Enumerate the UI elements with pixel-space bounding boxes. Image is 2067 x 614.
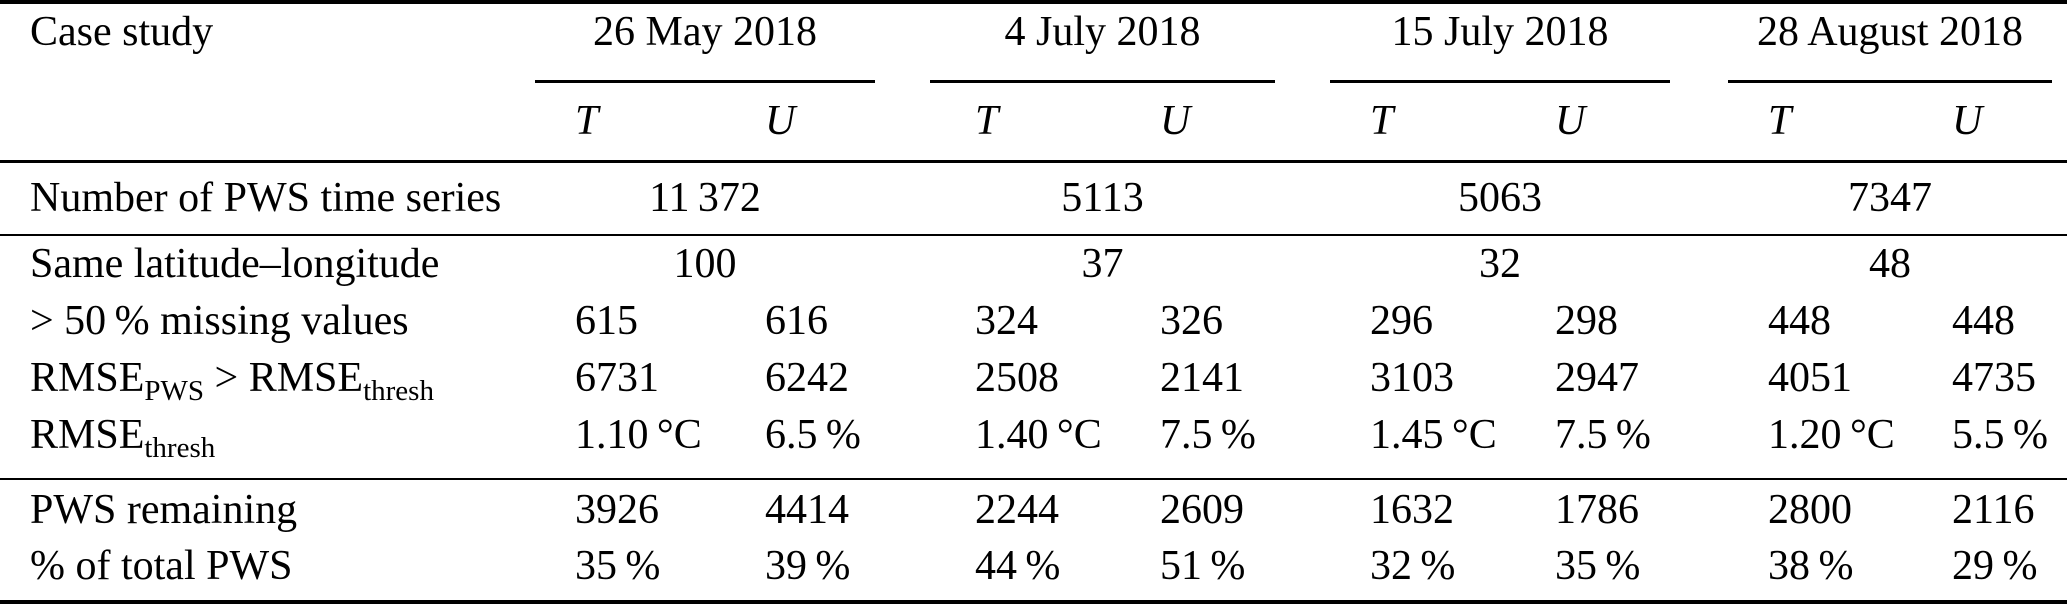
value-cell: 324 (975, 297, 1038, 344)
date-header-15-july-2018 (1370, 2, 1768, 83)
value-cell: 38 % (1768, 539, 1952, 602)
date-header-4-july-2018 (975, 2, 1370, 83)
value-cell: 7.5 % (1160, 406, 1370, 479)
value-cell: 2947 (1555, 354, 1640, 401)
value-cell (575, 161, 975, 235)
spanned-value: 7347 (1848, 175, 1933, 222)
value-cell: 51 % (1160, 539, 1370, 602)
value-cell (575, 235, 975, 292)
value-cell: 6731 (575, 354, 659, 401)
value-cell: 298 (1555, 297, 1619, 344)
value-cell (1370, 161, 1768, 235)
value-cell: 448 (1952, 297, 2016, 344)
spanned-value: 11 372 (649, 175, 761, 222)
spanned-value: 5063 (1458, 175, 1543, 222)
value-cell: 2609 (1160, 486, 1244, 533)
greater-than: > (204, 354, 249, 401)
date-header-28-august-2018 (1757, 2, 2067, 83)
col-header-humidity: U (765, 83, 975, 161)
value-cell: 616 (765, 297, 828, 344)
value-cell: 1.45 °C (1370, 406, 1555, 479)
value-cell: 32 % (1370, 539, 1555, 602)
col-header-humidity: U (1952, 83, 2067, 161)
value-cell: 7.5 % (1555, 406, 1768, 479)
value-cell: 4414 (765, 486, 849, 533)
value-cell: 2116 (1952, 486, 2035, 533)
row-label (0, 406, 575, 479)
value-cell: 296 (1370, 297, 1434, 344)
date-label: 15 July 2018 (1330, 4, 1670, 83)
value-cell: 2800 (1768, 486, 1853, 533)
value-cell: 1632 (1370, 486, 1455, 533)
value-cell: 2244 (975, 486, 1059, 533)
value-cell: 35 % (1555, 539, 1768, 602)
value-cell: 3103 (1370, 354, 1455, 401)
value-cell: 2508 (975, 354, 1059, 401)
date-header-26-may-2018 (575, 2, 975, 83)
row-percent-of-total-pws (0, 539, 2067, 602)
spanned-value: 48 (1869, 241, 1912, 287)
value-cell (1768, 235, 2067, 292)
row-label: Same latitude–longitude (30, 241, 440, 287)
value-cell: 448 (1768, 297, 1832, 344)
row-same-latitude-longitude (0, 235, 2067, 292)
spanned-value: 100 (673, 241, 737, 287)
row-missing-values (0, 292, 2067, 349)
col-header-temperature: T (575, 83, 765, 161)
row-rmse-threshold (0, 406, 2067, 479)
col-header-temperature: T (1370, 83, 1555, 161)
rmse-base: RMSE (30, 354, 145, 401)
value-cell: 29 % (1952, 539, 2067, 602)
row-label: PWS remaining (30, 486, 298, 533)
value-cell: 44 % (975, 539, 1160, 602)
col-header-humidity: U (1160, 83, 1370, 161)
empty-corner (0, 83, 575, 161)
value-cell: 5.5 % (1952, 406, 2067, 479)
spanned-value: 32 (1479, 241, 1522, 287)
spanned-value: 37 (1081, 241, 1124, 287)
value-cell: 4051 (1768, 354, 1853, 401)
value-cell: 6242 (765, 354, 849, 401)
rmse-subscript-thresh: thresh (144, 432, 216, 464)
value-cell: 35 % (575, 539, 765, 602)
col-header-humidity: U (1555, 83, 1768, 161)
value-cell (1370, 235, 1768, 292)
row-rmse-exceeds-threshold (0, 349, 2067, 406)
rmse-base: RMSE (30, 412, 145, 458)
col-header-temperature: T (1768, 83, 1952, 161)
value-cell (975, 235, 1370, 292)
corner-label: Case study (0, 2, 575, 83)
value-cell: 326 (1160, 297, 1223, 344)
row-label (0, 349, 575, 406)
row-pws-remaining (0, 479, 2067, 539)
date-label: 26 May 2018 (535, 4, 875, 83)
value-cell: 6.5 % (765, 406, 975, 479)
row-label: Number of PWS time series (0, 161, 575, 235)
value-cell: 2141 (1160, 354, 1244, 401)
col-header-temperature: T (975, 83, 1160, 161)
value-cell: 1.40 °C (975, 406, 1160, 479)
row-label: % of total PWS (0, 539, 575, 602)
value-cell (975, 161, 1370, 235)
value-cell: 1.20 °C (1768, 406, 1952, 479)
row-number-of-pws-time-series (0, 161, 2067, 235)
value-cell: 615 (575, 297, 638, 344)
value-cell: 39 % (765, 539, 975, 602)
header-row-variables (0, 83, 2067, 161)
rmse-base: RMSE (248, 354, 364, 401)
date-label: 28 August 2018 (1728, 4, 2052, 83)
value-cell: 4735 (1952, 354, 2037, 401)
value-cell: 1786 (1555, 486, 1640, 533)
row-label: > 50 % missing values (30, 297, 409, 344)
value-cell: 1.10 °C (575, 406, 765, 479)
spanned-value: 5113 (1061, 175, 1144, 222)
header-row-dates (0, 2, 2067, 83)
rmse-subscript-pws: PWS (144, 374, 205, 407)
value-cell: 3926 (575, 486, 659, 533)
rmse-subscript-thresh: thresh (363, 374, 434, 407)
value-cell (1768, 161, 2067, 235)
date-label: 4 July 2018 (930, 4, 1275, 83)
